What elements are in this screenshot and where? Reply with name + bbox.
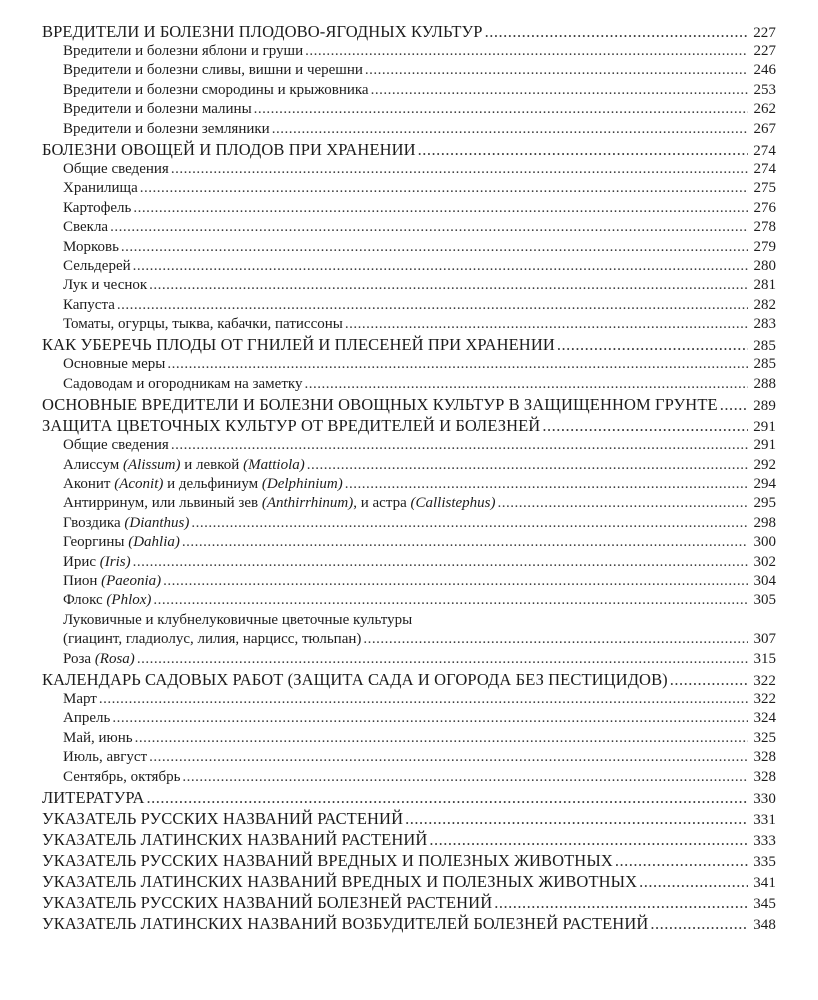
toc-entry[interactable] (42, 457, 776, 476)
latin-name: (Paeonia) (101, 572, 162, 589)
dot-leader (272, 121, 748, 138)
entry-title: Томаты, огурцы, тыква, кабачки, патиссоны (63, 316, 343, 333)
page-number: 328 (753, 768, 776, 785)
russian-name: Гвоздика (63, 514, 125, 531)
dot-leader (542, 416, 748, 436)
entry-title (63, 554, 131, 571)
toc-entry[interactable] (42, 62, 776, 81)
dot-leader (485, 22, 748, 42)
dot-leader (112, 710, 748, 727)
russian-name: Аконит (63, 476, 115, 493)
toc-entry[interactable] (42, 82, 776, 101)
toc-entry[interactable] (42, 101, 776, 120)
russian-name: Алиссум (63, 456, 124, 473)
section-title: УКАЗАТЕЛЬ РУССКИХ НАЗВАНИЙ БОЛЕЗНЕЙ РАСТЕНИЙ (42, 892, 493, 912)
entry-title: Вредители и болезни малины (63, 101, 252, 118)
dot-leader (135, 730, 748, 747)
entry-title (63, 651, 135, 668)
toc-entry[interactable] (42, 573, 776, 592)
page-number: 305 (753, 592, 776, 609)
page-number: 281 (753, 277, 776, 294)
section-title: ЗАЩИТА ЦВЕТОЧНЫХ КУЛЬТУР ОТ ВРЕДИТЕЛЕЙ И БОЛЕЗНЕЙ (42, 416, 541, 436)
toc-entry[interactable] (42, 200, 776, 219)
dot-leader (117, 297, 748, 314)
page-number: 333 (753, 832, 776, 849)
page-number: 302 (753, 553, 776, 570)
toc-entry[interactable] (42, 297, 776, 316)
dot-leader (371, 82, 748, 99)
page-number: 280 (753, 257, 776, 274)
dot-leader (137, 651, 748, 668)
section-title: БОЛЕЗНИ ОВОЩЕЙ И ПЛОДОВ ПРИ ХРАНЕНИИ (42, 139, 416, 159)
russian-name: и дельфиниум (163, 476, 262, 493)
toc-entry[interactable] (42, 219, 776, 238)
dot-leader (557, 335, 748, 355)
entry-title: Капуста (63, 296, 115, 313)
page-number: 292 (753, 456, 776, 473)
dot-leader (167, 356, 748, 373)
entry-title (63, 476, 343, 493)
toc-entry[interactable] (42, 239, 776, 258)
latin-name: (Iris) (99, 553, 131, 570)
dot-leader (149, 749, 748, 766)
entry-title: Сельдерей (63, 257, 131, 274)
toc-section-heading[interactable] (42, 22, 776, 43)
page-number: 325 (753, 729, 776, 746)
latin-name: (Callistephus) (410, 495, 496, 512)
entry-title (63, 573, 161, 590)
toc-section (42, 670, 776, 788)
toc-section (42, 22, 776, 140)
section-title: УКАЗАТЕЛЬ ЛАТИНСКИХ НАЗВАНИЙ ВОЗБУДИТЕЛЕЙ БОЛЕЗНЕЙ РАСТЕНИЙ (42, 913, 649, 933)
section-title: КАЛЕНДАРЬ САДОВЫХ РАБОТ (ЗАЩИТА САДА И ОГОРОДА БЕЗ ПЕСТИЦИДОВ) (42, 669, 668, 689)
entry-title: Лук и чеснок (63, 277, 148, 294)
entry-title (63, 592, 151, 609)
entry-title: Общие сведения (63, 160, 169, 177)
dot-leader (254, 101, 748, 118)
russian-name: Антирринум, или львиный зев (63, 495, 262, 512)
page-number: 341 (753, 874, 776, 891)
dot-leader (149, 277, 748, 294)
dot-leader (171, 161, 748, 178)
toc-section (42, 830, 776, 851)
dot-leader (345, 476, 748, 493)
toc-section-heading[interactable] (42, 670, 776, 691)
page-number: 295 (753, 495, 776, 512)
entry-title (63, 515, 189, 532)
dot-leader (147, 788, 748, 808)
toc-section (42, 914, 776, 935)
entry-title: Март (63, 690, 97, 707)
section-title: УКАЗАТЕЛЬ РУССКИХ НАЗВАНИЙ ВРЕДНЫХ И ПОЛЕЗНЫХ ЖИВОТНЫХ (42, 850, 613, 870)
dot-leader (615, 851, 748, 871)
toc-entry[interactable] (42, 258, 776, 277)
toc-entry[interactable] (42, 710, 776, 729)
toc-entry[interactable] (42, 612, 776, 631)
page-number: 262 (753, 101, 776, 118)
latin-name: (Mattiola) (243, 456, 305, 473)
page-number: 324 (753, 710, 776, 727)
section-title: ЛИТЕРАТУРА (42, 787, 145, 807)
toc-section (42, 872, 776, 893)
page-number: 348 (753, 916, 776, 933)
dot-leader (405, 809, 748, 829)
toc-entry[interactable] (42, 356, 776, 375)
russian-name: Флокс (63, 592, 107, 609)
page-number: 278 (753, 219, 776, 236)
latin-name: (Phlox) (106, 592, 152, 609)
entry-title (63, 495, 495, 512)
page-number: 227 (753, 25, 776, 41)
dot-leader (99, 691, 748, 708)
toc-entry[interactable] (42, 769, 776, 788)
russian-name: Пион (63, 572, 102, 589)
dot-leader (429, 830, 748, 850)
toc-section (42, 809, 776, 830)
dot-leader (650, 914, 748, 934)
page-number: 274 (753, 142, 776, 159)
page-number: 291 (753, 437, 776, 454)
page-number: 285 (753, 356, 776, 373)
dot-leader (305, 43, 748, 60)
entry-title (63, 457, 305, 474)
page-number: 246 (753, 62, 776, 79)
dot-leader (363, 631, 748, 648)
entry-title: Вредители и болезни яблони и груши (63, 43, 304, 59)
page-number: 298 (753, 514, 776, 531)
section-title: УКАЗАТЕЛЬ ЛАТИНСКИХ НАЗВАНИЙ РАСТЕНИЙ (42, 829, 428, 849)
page-number: 330 (753, 790, 776, 807)
toc-section-heading[interactable] (42, 395, 776, 416)
dot-leader (365, 62, 748, 79)
dot-leader (182, 534, 748, 551)
dot-leader (171, 437, 748, 454)
toc-section (42, 788, 776, 809)
russian-name: и левкой (180, 456, 244, 473)
toc-section (42, 851, 776, 872)
page-number: 335 (753, 853, 776, 870)
page-number: 307 (753, 631, 776, 648)
page-number: 253 (753, 81, 776, 98)
page-number: 315 (753, 650, 776, 667)
section-title: УКАЗАТЕЛЬ РУССКИХ НАЗВАНИЙ РАСТЕНИЙ (42, 808, 404, 828)
toc-entry[interactable] (42, 730, 776, 749)
page-number: 322 (753, 672, 776, 689)
latin-name: (Anthirrhinum) (261, 495, 354, 512)
toc-section (42, 416, 776, 670)
toc-section-heading[interactable] (42, 809, 776, 830)
dot-leader (304, 376, 748, 393)
entry-title: Сентябрь, октябрь (63, 768, 181, 785)
dot-leader (191, 515, 748, 532)
dot-leader (133, 200, 748, 217)
dot-leader (133, 554, 748, 571)
entry-title: (гиацинт, гладиолус, лилия, нарцисс, тюльпан) (63, 631, 362, 648)
entry-title: Общие сведения (63, 437, 169, 454)
page-number: 283 (753, 316, 776, 333)
page-number: 282 (753, 296, 776, 313)
toc-section-heading[interactable] (42, 914, 776, 935)
toc-section-heading[interactable] (42, 335, 776, 356)
section-title: КАК УБЕРЕЧЬ ПЛОДЫ ОТ ГНИЛЕЙ И ПЛЕСЕНЕЙ ПРИ ХРАНЕНИИ (42, 335, 555, 355)
latin-name: (Rosa) (94, 650, 135, 667)
entry-title: Хранилища (63, 180, 138, 197)
toc-section (42, 140, 776, 336)
entry-title: Морковь (63, 238, 119, 255)
dot-leader (121, 239, 748, 256)
toc-entry[interactable] (42, 495, 776, 514)
dot-leader (133, 258, 748, 275)
russian-name: Георгины (63, 534, 129, 551)
page-number: 285 (753, 338, 776, 355)
toc-section-heading[interactable] (42, 416, 776, 437)
page-number: 227 (753, 43, 776, 59)
toc-entry[interactable] (42, 121, 776, 140)
toc-entry[interactable] (42, 277, 776, 296)
entry-title: Апрель (63, 710, 111, 727)
page-number: 294 (753, 476, 776, 493)
toc-entry[interactable] (42, 554, 776, 573)
dot-leader (494, 893, 748, 913)
toc-entry[interactable] (42, 749, 776, 768)
toc-entry[interactable] (42, 651, 776, 670)
page-number: 267 (753, 120, 776, 137)
toc-entry[interactable] (42, 534, 776, 553)
toc-section-heading[interactable] (42, 893, 776, 914)
dot-leader (720, 395, 748, 415)
dot-leader (670, 670, 748, 690)
page-number: 288 (753, 375, 776, 392)
toc-entry[interactable] (42, 515, 776, 534)
page-number: 289 (753, 398, 776, 415)
entry-title: Июль, август (63, 749, 148, 766)
latin-name: (Alissum) (123, 456, 181, 473)
dot-leader (345, 316, 748, 333)
toc-entry[interactable] (42, 161, 776, 180)
dot-leader (418, 140, 748, 160)
toc-section-heading[interactable] (42, 140, 776, 161)
entry-title (63, 534, 180, 551)
toc-entry[interactable] (42, 43, 776, 62)
section-title: ВРЕДИТЕЛИ И БОЛЕЗНИ ПЛОДОВО-ЯГОДНЫХ КУЛЬТУР (42, 22, 483, 41)
page-number: 275 (753, 180, 776, 197)
page-number: 304 (753, 572, 776, 589)
page-number: 276 (753, 199, 776, 216)
toc-section (42, 335, 776, 395)
dot-leader (163, 573, 748, 590)
entry-title: Вредители и болезни смородины и крыжовника (63, 81, 369, 98)
toc-entry[interactable] (42, 180, 776, 199)
dot-leader (153, 592, 748, 609)
entry-title: Картофель (63, 199, 132, 216)
toc-section (42, 395, 776, 416)
entry-title: Вредители и болезни земляники (63, 120, 270, 137)
entry-title: Май, июнь (63, 729, 133, 746)
page-number: 322 (753, 690, 776, 707)
toc-entry[interactable] (42, 376, 776, 395)
page-number: 274 (753, 160, 776, 177)
page-number: 291 (753, 419, 776, 436)
latin-name: (Dahlia) (128, 534, 180, 551)
latin-name: (Delphinium) (261, 476, 343, 493)
latin-name: (Dianthus) (124, 514, 190, 531)
dot-leader (497, 495, 748, 512)
toc-entry[interactable] (42, 437, 776, 456)
toc-section-heading[interactable] (42, 788, 776, 809)
toc-section-heading[interactable] (42, 872, 776, 893)
russian-name: Роза (63, 650, 95, 667)
toc-entry[interactable] (42, 476, 776, 495)
entry-title: Вредители и болезни сливы, вишни и черешни (63, 62, 363, 79)
russian-name: , и астра (353, 495, 411, 512)
entry-title: Садоводам и огородникам на заметку (63, 375, 303, 392)
dot-leader (639, 872, 748, 892)
section-title: ОСНОВНЫЕ ВРЕДИТЕЛИ И БОЛЕЗНИ ОВОЩНЫХ КУЛЬТУР В ЗАЩИЩЕННОМ ГРУНТЕ (42, 395, 718, 415)
page-number: 331 (753, 811, 776, 828)
russian-name: Ирис (63, 553, 100, 570)
toc-entry[interactable] (42, 316, 776, 335)
dot-leader (110, 219, 748, 236)
entry-title: Луковичные и клубнелуковичные цветочные культуры (63, 611, 413, 628)
toc-section-heading[interactable] (42, 830, 776, 851)
table-of-contents (42, 22, 776, 935)
dot-leader (182, 769, 748, 786)
dot-leader (307, 457, 748, 474)
entry-title: Свекла (63, 219, 109, 236)
page-number: 345 (753, 895, 776, 912)
page-number: 328 (753, 749, 776, 766)
page-number: 300 (753, 534, 776, 551)
toc-section (42, 893, 776, 914)
entry-title: Основные меры (63, 356, 166, 373)
toc-entry[interactable] (42, 592, 776, 611)
dot-leader (140, 180, 748, 197)
toc-entry[interactable] (42, 691, 776, 710)
section-title: УКАЗАТЕЛЬ ЛАТИНСКИХ НАЗВАНИЙ ВРЕДНЫХ И ПОЛЕЗНЫХ ЖИВОТНЫХ (42, 871, 638, 891)
toc-section-heading[interactable] (42, 851, 776, 872)
page-number: 279 (753, 238, 776, 255)
latin-name: (Aconit) (114, 476, 164, 493)
toc-entry[interactable] (42, 631, 776, 650)
